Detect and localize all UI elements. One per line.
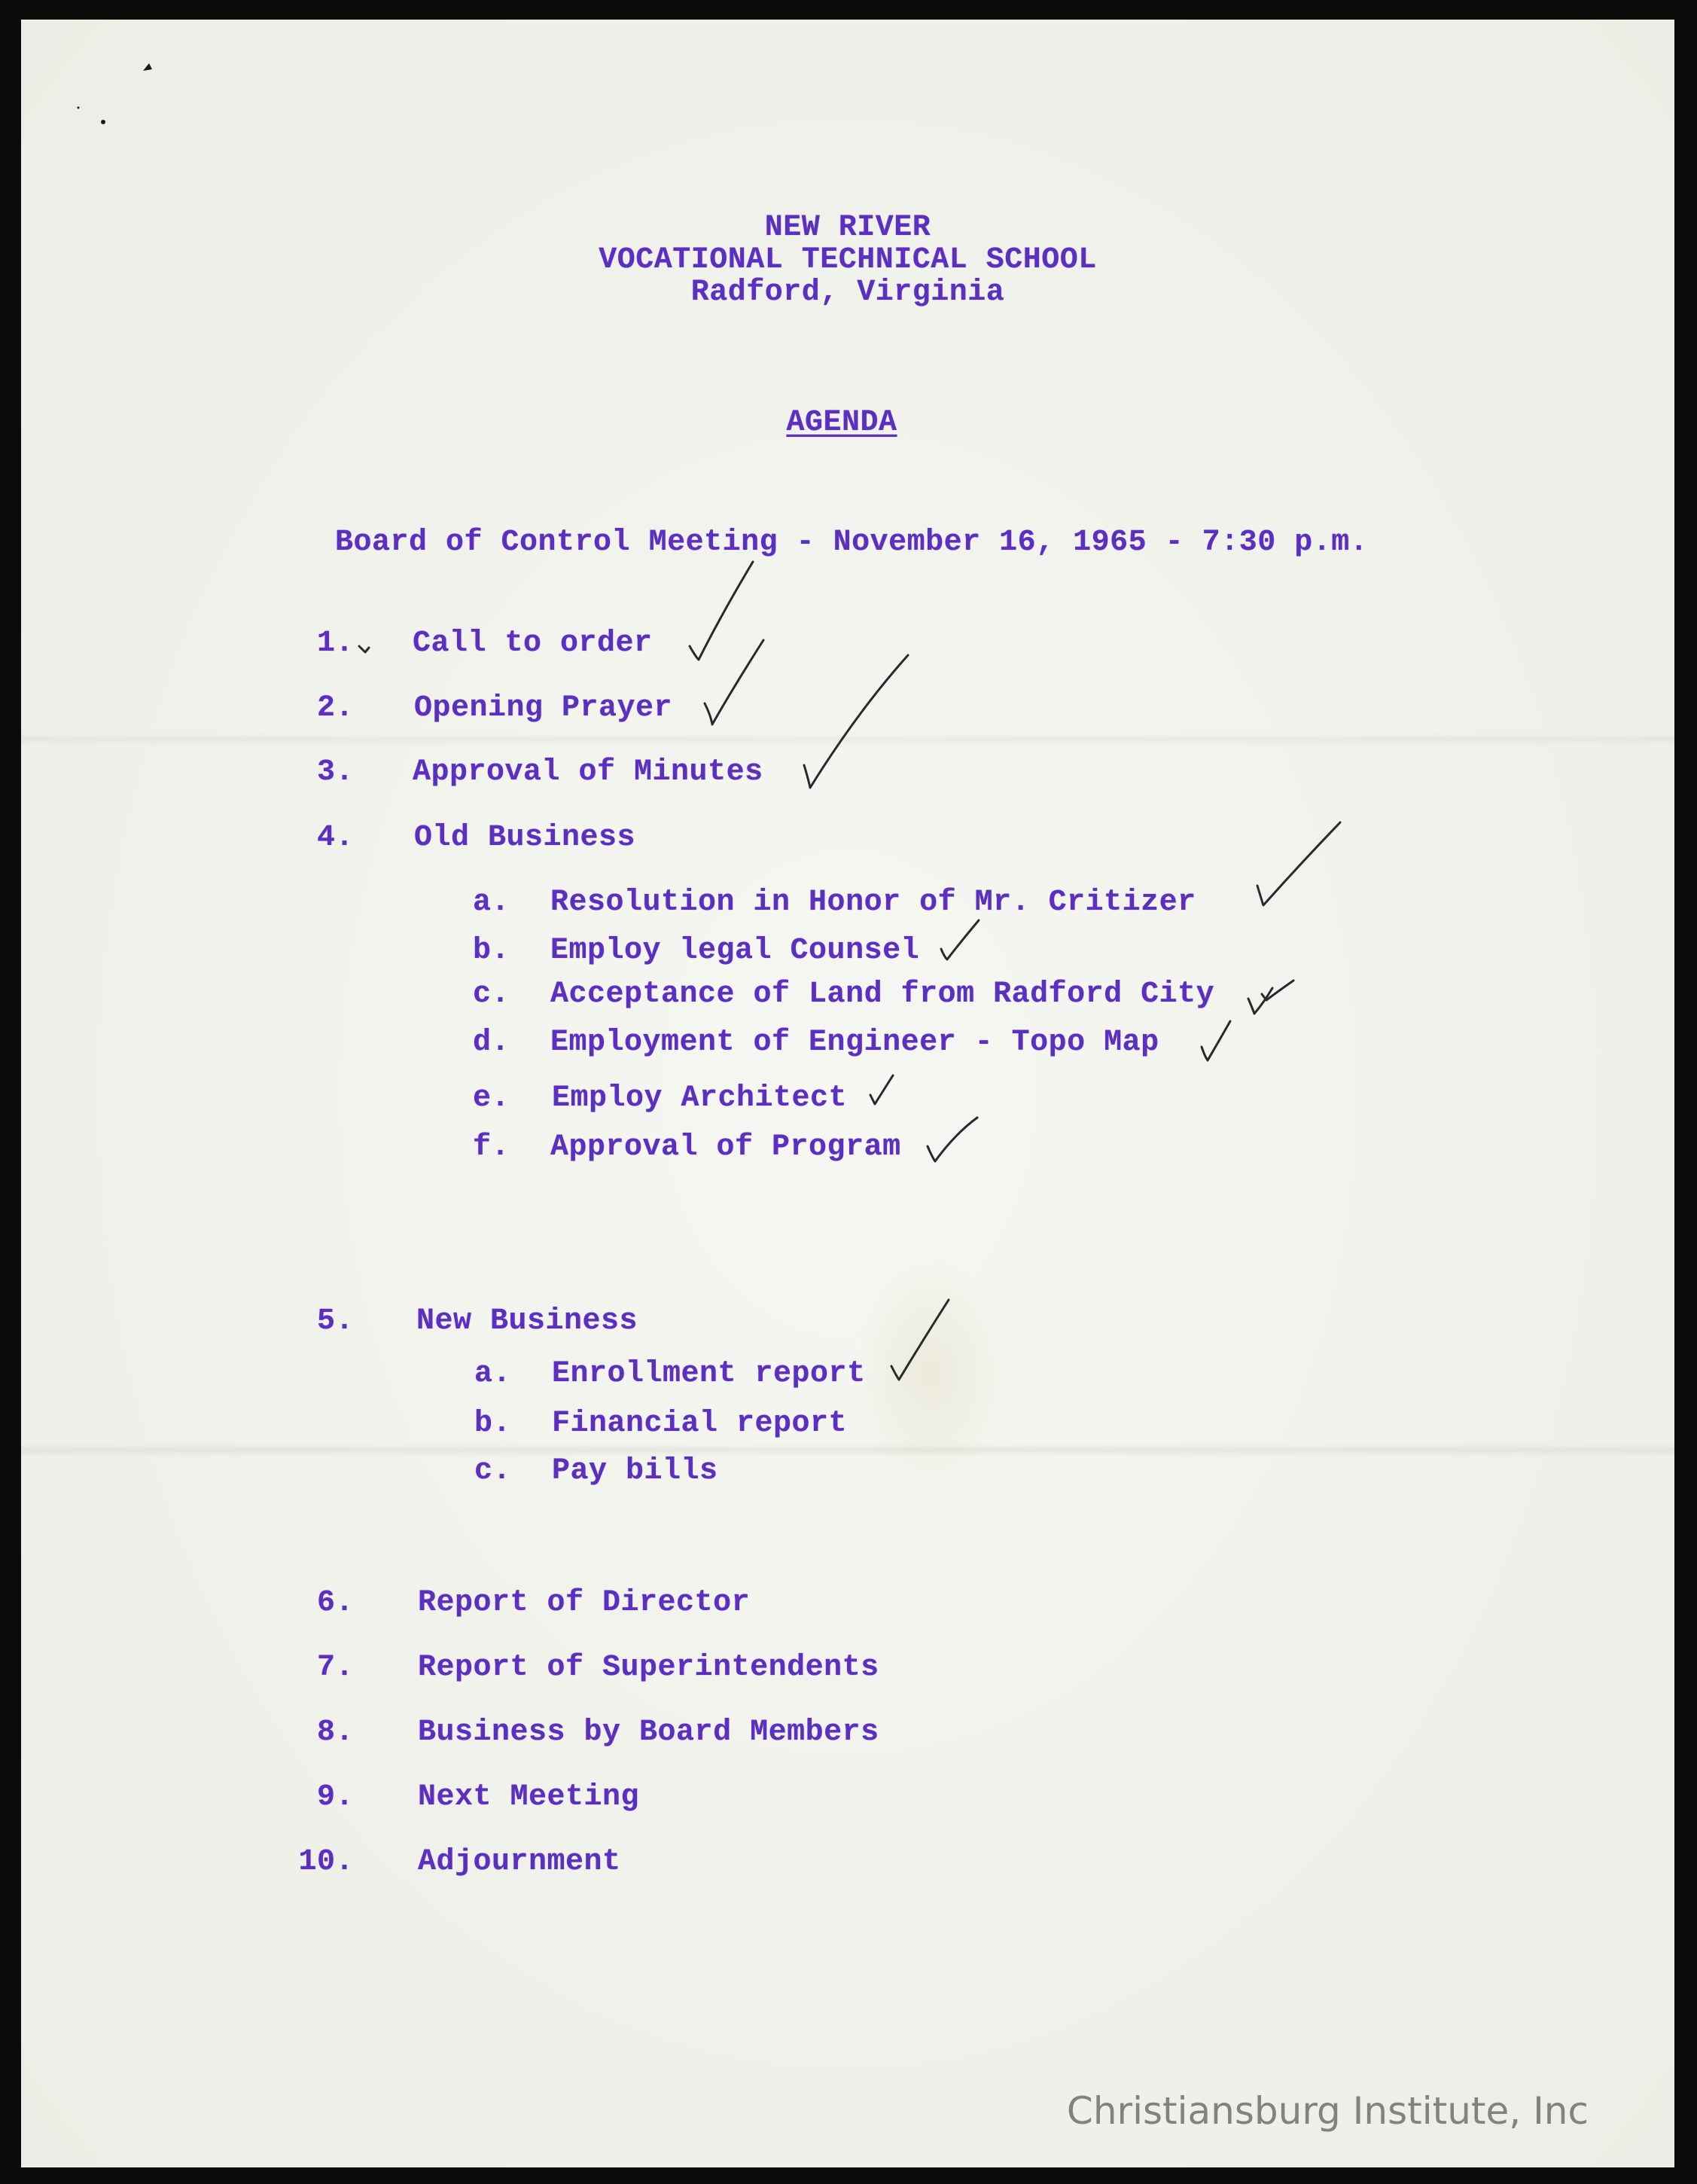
item-4a-letter: a. [473, 886, 510, 920]
item-5-number: 5. [316, 1304, 354, 1338]
document-page [21, 20, 1674, 2167]
watermark: Christiansburg Institute, Inc [1066, 2089, 1589, 2133]
item-9-text: Next Meeting [418, 1780, 640, 1814]
item-10-text: Adjournment [418, 1845, 621, 1879]
checkmark-icon [690, 562, 753, 660]
checkmark-icon [941, 920, 979, 959]
item-4f-text: Approval of Program [550, 1130, 901, 1164]
checkmark-icon [1257, 822, 1340, 905]
item-1-number: 1. [316, 627, 354, 660]
item-6-number: 6. [316, 1586, 354, 1620]
item-6-text: Report of Director [418, 1586, 751, 1620]
header-line-3: Radford, Virginia [690, 276, 1005, 310]
item-5b-letter: b. [474, 1407, 512, 1441]
item-4b-letter: b. [473, 934, 510, 968]
checkmark-icon [870, 1075, 893, 1104]
checkmark-icon [359, 646, 369, 652]
ink-speck [78, 107, 80, 109]
item-7-text: Report of Superintendents [418, 1651, 879, 1685]
ink-speck [101, 120, 105, 124]
ink-speck [143, 63, 152, 71]
item-7-number: 7. [316, 1651, 354, 1685]
item-8-number: 8. [316, 1716, 354, 1749]
item-4e-text: Employ Architect [552, 1081, 848, 1115]
item-5-text: New Business [416, 1304, 638, 1338]
item-5a-text: Enrollment report [552, 1357, 866, 1391]
item-5c-letter: c. [474, 1454, 512, 1488]
header-line-1: NEW RIVER [764, 211, 931, 245]
item-5a-letter: a. [474, 1357, 512, 1391]
header-line-2: VOCATIONAL TECHNICAL SCHOOL [599, 243, 1097, 277]
item-4-text: Old Business [414, 821, 636, 855]
item-4c-text: Acceptance of Land from Radford City [550, 978, 1215, 1011]
agenda-title: AGENDA [786, 406, 897, 440]
meeting-line: Board of Control Meeting - November 16, 1965 - 7:30 p.m. [335, 526, 1369, 560]
item-8-text: Business by Board Members [418, 1716, 879, 1749]
checkmark-icon [804, 655, 908, 788]
item-4d-letter: d. [473, 1026, 510, 1060]
checkmark-icon [928, 1118, 977, 1161]
item-4f-letter: f. [473, 1130, 510, 1164]
checkmark-icon [705, 640, 763, 724]
item-4a-text: Resolution in Honor of Mr. Critizer [550, 886, 1196, 920]
item-4-number: 4. [316, 821, 354, 855]
item-2-text: Opening Prayer [414, 691, 673, 725]
item-2-number: 2. [316, 691, 354, 725]
item-10-number: 10. [298, 1845, 354, 1879]
checkmark-icon [1202, 1021, 1230, 1060]
item-4e-letter: e. [473, 1081, 510, 1115]
checkmark-icon [1248, 988, 1272, 1014]
item-5b-text: Financial report [552, 1407, 848, 1441]
item-3-text: Approval of Minutes [413, 755, 763, 789]
item-3-number: 3. [316, 755, 354, 789]
item-4c-letter: c. [473, 978, 510, 1011]
item-1-text: Call to order [413, 627, 653, 660]
pencil-checkmarks [21, 20, 1674, 2167]
item-4d-text: Employment of Engineer - Topo Map [550, 1026, 1159, 1060]
item-5c-text: Pay bills [552, 1454, 718, 1488]
checkmark-icon [891, 1300, 949, 1380]
item-4b-text: Employ legal Counsel [550, 934, 920, 968]
item-9-number: 9. [316, 1780, 354, 1814]
